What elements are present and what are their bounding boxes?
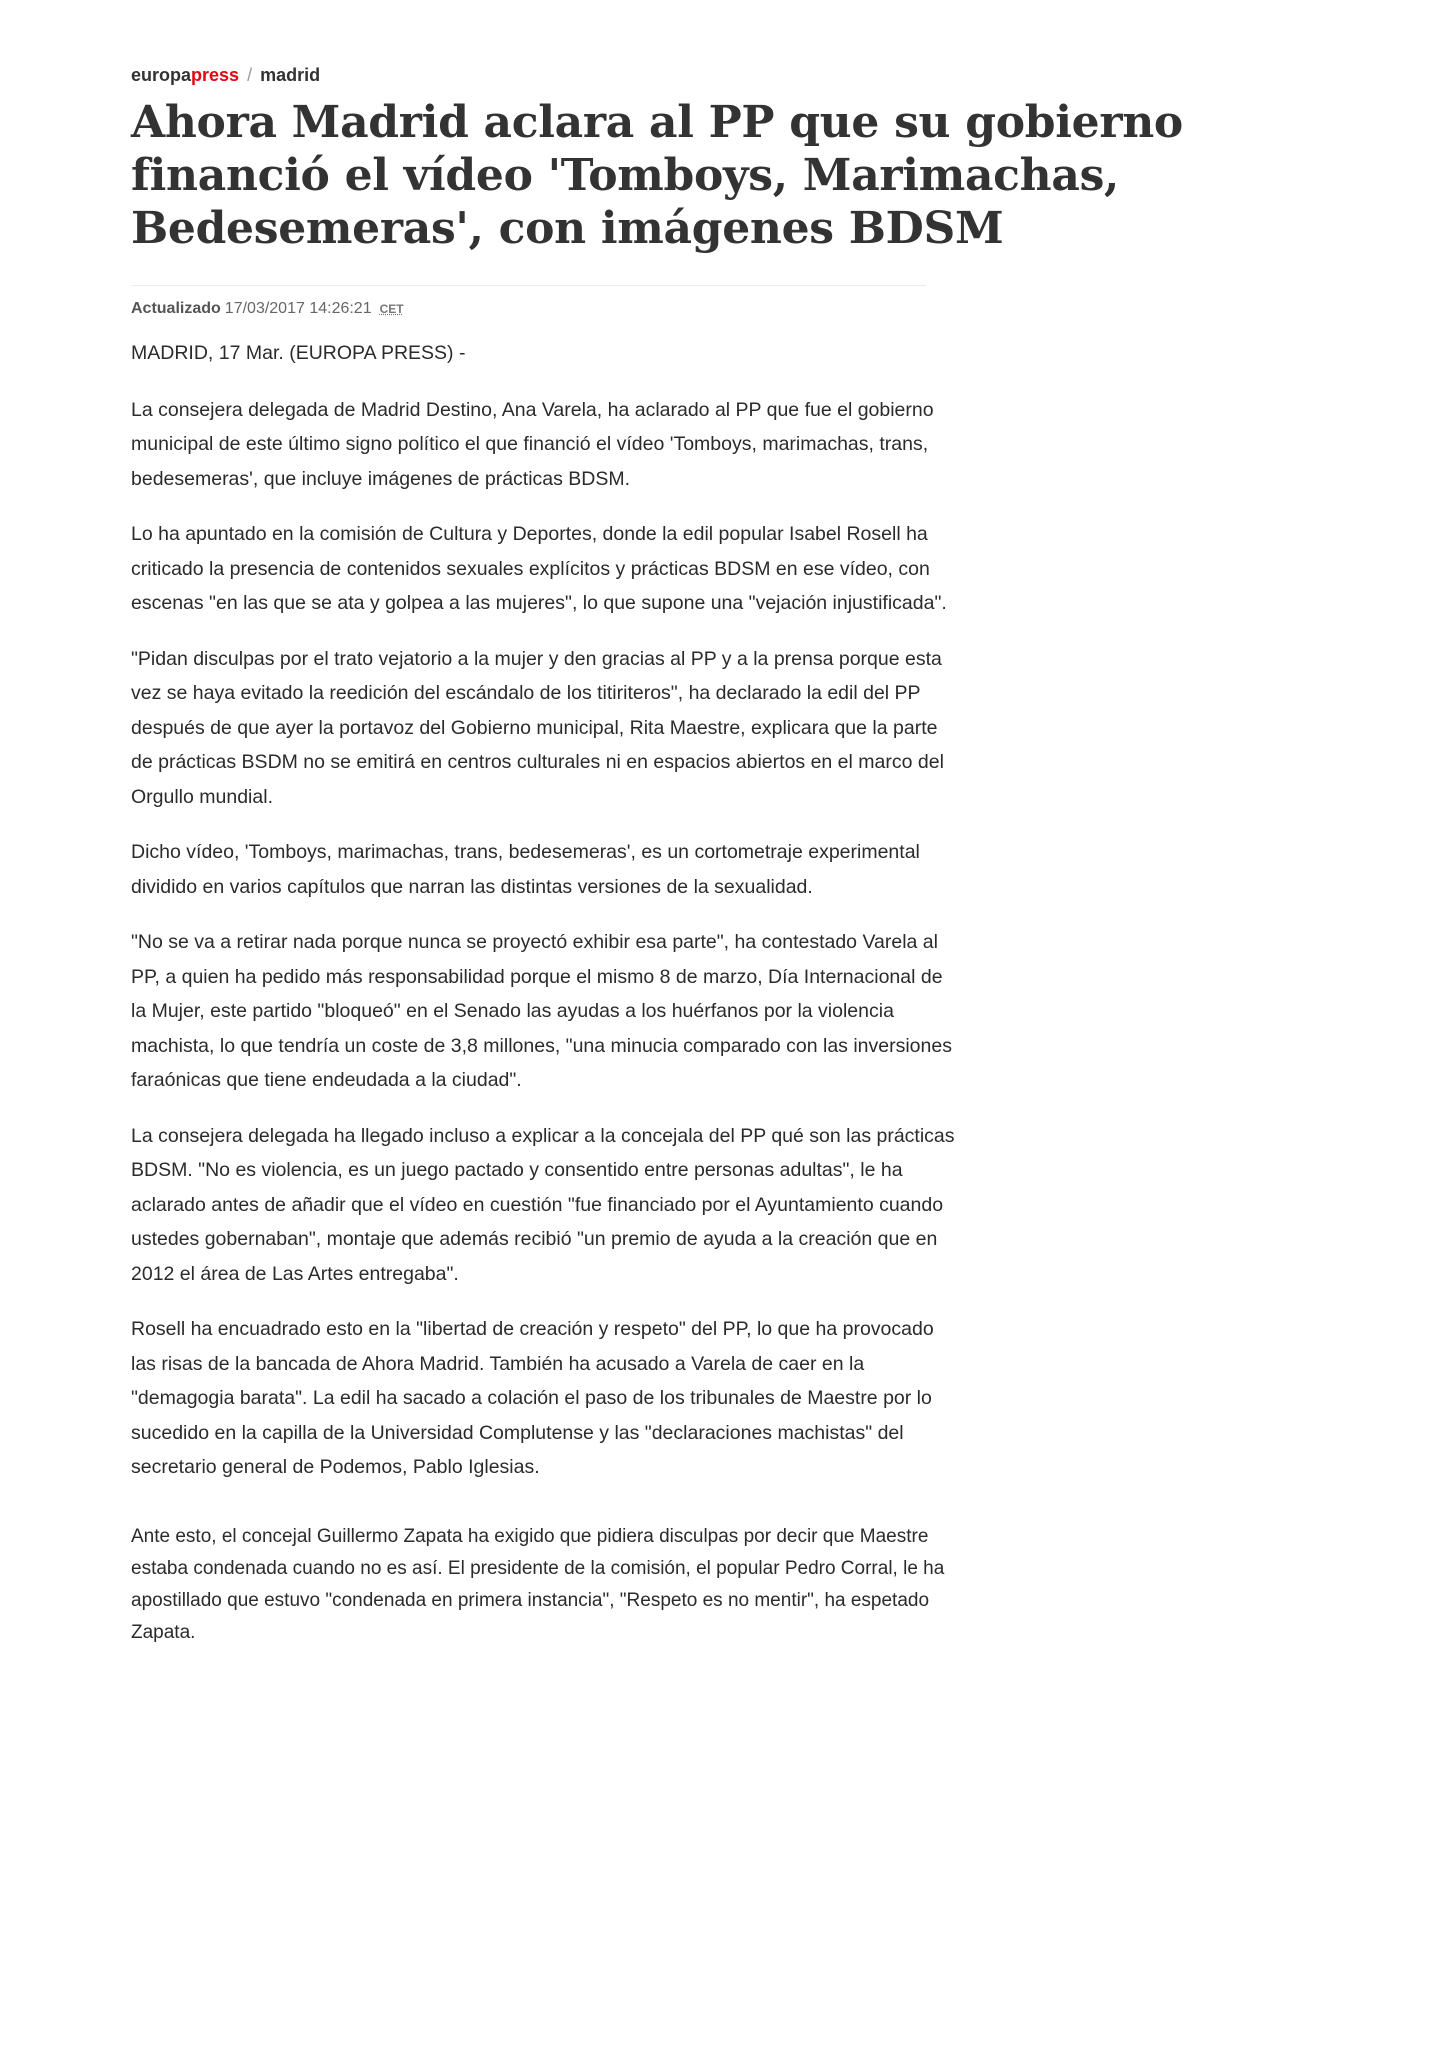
article-meta	[131, 298, 1331, 320]
logo-text-press: press	[191, 65, 240, 85]
article-paragraph: Lo ha apuntado en la comisión de Cultura y Deportes, donde la edil popular Isabel Rosell ha criticado la presencia de contenidos sexuales explícitos y prácticas BDSM en ese vídeo, con escenas "en las que se ata y golpea a las mujeres", lo que supone una "vejación injustificada".	[131, 523, 947, 614]
article-dateline: MADRID, 17 Mar. (EUROPA PRESS) -	[131, 342, 466, 364]
article-page	[131, 62, 1331, 1670]
site-logo[interactable]	[131, 65, 239, 85]
article-body	[131, 336, 961, 1649]
article-paragraph: Ante esto, el concejal Guillermo Zapata ha exigido que pidiera disculpas por decir que Maestre estaba condenada cuando no es así. El presidente de la comisión, el popular Pedro Corral, le ha apostillado que estuvo "condenada en primera instancia", "Respeto es no mentir", ha espetado Zapata.	[131, 1525, 945, 1643]
logo-text-europa: europa	[131, 65, 192, 85]
article-paragraph: La consejera delegada ha llegado incluso a explicar a la concejala del PP qué son las prácticas BDSM. "No es violencia, es un juego pactado y consentido entre personas adultas", le ha aclarado antes de añadir que el vídeo en cuestión "fue financiado por el Ayuntamiento cuando ustedes gobernaban", montaje que además recibió "un premio de ayuda a la creación que en 2012 el área de Las Artes entregaba".	[131, 1124, 955, 1285]
article-paragraph: Rosell ha encuadrado esto en la "libertad de creación y respeto" del PP, lo que ha provocado las risas de la bancada de Ahora Madrid. También ha acusado a Varela de caer en la "demagogia barata". La edil ha sacado a colación el paso de los tribunales de Maestre por lo sucedido en la capilla de la Universidad Complutense y las "declaraciones machistas" del secretario general de Podemos, Pablo Iglesias.	[131, 1318, 934, 1478]
headline-divider	[131, 285, 926, 286]
article-paragraph: Dicho vídeo, 'Tomboys, marimachas, trans, bedesemeras', es un cortometraje experimental dividido en varios capítulos que narran las distintas versiones de la sexualidad.	[131, 841, 920, 898]
article-paragraph: La consejera delegada de Madrid Destino, Ana Varela, ha aclarado al PP que fue el gobierno municipal de este último signo político el que financió el vídeo 'Tomboys, marimachas, trans, bedesemeras', que incluye imágenes de prácticas BDSM.	[131, 398, 934, 490]
breadcrumb-separator: /	[247, 65, 253, 85]
article-paragraph: "No se va a retirar nada porque nunca se proyectó exhibir esa parte", ha contestado Varela al PP, a quien ha pedido más responsabilidad porque el mismo 8 de marzo, Día Internacional de la Mujer, este partido "bloqueó" en el Senado las ayudas a los huérfanos por la violencia machista, lo que tendría un coste de 3,8 millones, "una minucia comparado con las inversiones faraónicas que tiene endeudada a la ciudad".	[131, 931, 952, 1091]
breadcrumb-section-link[interactable]: madrid	[260, 65, 321, 85]
updated-date: 17/03/2017 14:26:21	[224, 300, 372, 317]
updated-label: Actualizado	[131, 300, 221, 317]
breadcrumb	[131, 62, 1331, 88]
article-paragraph: "Pidan disculpas por el trato vejatorio a la mujer y den gracias al PP y a la prensa porque esta vez se haya evitado la reedición del escándalo de los titiriteros", ha declarado la edil del PP después de que ayer la portavoz del Gobierno municipal, Rita Maestre, explicara que la parte de prácticas BSDM no se emitirá en centros culturales ni en espacios abiertos en el marco del Orgullo mundial.	[131, 647, 944, 808]
article-headline: Ahora Madrid aclara al PP que su gobierno financió el vídeo 'Tomboys, Marimachas, Bedesemeras', con imágenes BDSM	[131, 97, 1183, 254]
timezone-abbr: CET	[379, 302, 404, 316]
